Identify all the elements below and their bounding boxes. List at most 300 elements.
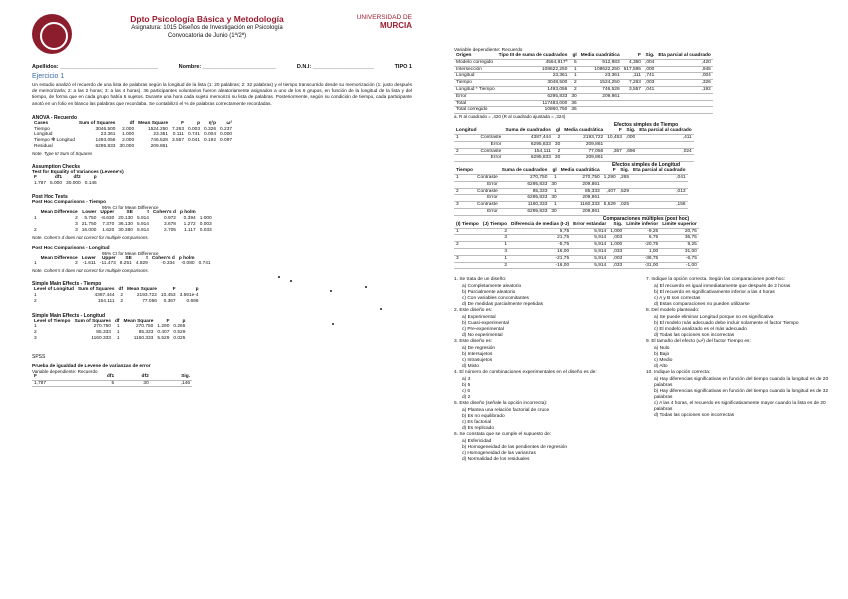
table-cell: 1 [481, 242, 509, 249]
table-cell: 1 [34, 261, 37, 267]
table-cell [170, 144, 186, 150]
table-row [454, 262, 699, 269]
table-cell: 1 [34, 216, 37, 222]
column-header: p holm [179, 210, 196, 216]
table-cell: -11.473 [99, 261, 116, 267]
table-cell: 209,861 [559, 181, 602, 188]
table-cell: 7.263 [171, 126, 184, 132]
table-cell: Error [479, 155, 504, 162]
table-cell: 20,75 [660, 228, 699, 235]
column-header: Mean Difference [40, 210, 78, 216]
table-cell: ,003 [608, 235, 624, 242]
posthoc-tiempo-table [32, 210, 214, 233]
column-header: (J) Tiempo [482, 221, 508, 227]
column-header: Tiempo [456, 168, 473, 174]
column-header: df [129, 120, 135, 126]
answer-option[interactable]: b) Es no equilibrado [462, 414, 505, 420]
table-cell [624, 155, 637, 162]
table-cell: 1 [454, 228, 481, 235]
right-page [430, 0, 848, 599]
department-title: Dpto Psicología Básica y Metodología [130, 14, 284, 24]
table-cell [622, 107, 643, 114]
table-row [454, 235, 699, 242]
table-cell: ,003 [644, 80, 655, 86]
table-cell [186, 144, 202, 150]
column-header: Eta parcial al cuadrado [639, 128, 692, 134]
table-cell: Error [454, 93, 497, 100]
answer-option[interactable]: d) Estas comparaciones no pueden utilizarse [654, 302, 750, 308]
answer-option[interactable]: c) A y B son correctas [654, 296, 701, 302]
spss-levene-table [32, 374, 192, 388]
answer-option[interactable]: b) Homogeneidad de las pendientes de regresión [462, 445, 568, 451]
table-cell: Contraste [476, 202, 498, 208]
table-cell: 2 [34, 330, 37, 336]
table-cell [602, 181, 618, 188]
table-cell: Longitud [454, 73, 497, 80]
answer-option[interactable]: b) 5 [462, 383, 471, 389]
table-cell [622, 93, 643, 100]
answer-option[interactable]: d) Todas las opciones son incorrectas [654, 333, 735, 339]
column-header: Eta parcial al cuadrado [633, 168, 686, 174]
table-cell: 209,861 [562, 155, 605, 162]
table-cell: 5.914 [136, 227, 149, 233]
table-cell: -21,75 [509, 255, 571, 262]
column-header: Cohen's d [151, 255, 175, 261]
table-cell [579, 107, 622, 114]
column-header: p holm [178, 255, 195, 261]
table-cell: 209.861 [150, 144, 168, 149]
table-cell: ,156 [631, 202, 688, 209]
column-header: p [182, 318, 186, 324]
table-cell: Residual [34, 144, 53, 149]
table-cell: 209,861 [579, 93, 622, 100]
column-header: Eta parcial al cuadrado [658, 53, 711, 58]
column-header: gl [569, 53, 578, 59]
answer-option[interactable]: a) De regresión [462, 346, 496, 352]
table-cell: ,033 [608, 262, 624, 269]
spss-levene-title: Prueba de igualdad de Levene de varianzas de error [32, 363, 151, 369]
exercise-text: Un estudio analizó el recuerdo de una lista de palabras según la longitud de la lista (1: 20 palabras; 2: 32 palabras) y el tiempo transcurrido desde su memorización (1: justo después de memorizarla; 2: a las 2 horas; 3: a las 4 horas). 36 participantes voluntarios fueron aleatoriamente asignados a uno de los 6 grupos, en función de la longitud de la lista y del tiempo, de forma que en cada grupo había 6 sujetos. Durante una hora cada sujeto memorizó su lista de palabras. Posteriormente, según su condición de tiempo, cada participante anotó en un folio en blanco las palabras que recordaba. Se contabilizó el % de palabras correctamente recordadas. [32, 82, 412, 106]
table-cell: 2 [75, 261, 78, 267]
question-text: 6. Se constata que se cumple el supuesto de: [454, 432, 552, 438]
table-cell: 20.130 [118, 216, 133, 222]
table-cell: 1 [34, 292, 37, 298]
column-header: Media cuadrática [580, 53, 620, 58]
table-cell: 0.004 [204, 132, 217, 138]
answer-option[interactable]: d) 2 [462, 395, 471, 401]
surnames-field[interactable]: Apellidos: ________________________________ [32, 64, 158, 70]
multiple-comparisons-table [454, 222, 699, 270]
column-header: F [602, 168, 618, 174]
answer-option[interactable]: c) Pre-experimental [462, 327, 504, 333]
answer-option[interactable]: a) Esfericidad [462, 439, 492, 445]
column-header: p [195, 287, 199, 293]
table-cell: ,326 [656, 80, 713, 87]
table-cell: 85.333 [96, 330, 111, 336]
table-cell [454, 248, 481, 255]
table-cell: 1 [569, 73, 578, 80]
table-cell: 2193,722 [562, 134, 605, 141]
column-header: Sig. [618, 168, 631, 174]
answer-option[interactable]: c) A las 4 horas, el recuerdo es significativamente mayor cuando la lista es de 20 palabras [654, 401, 826, 413]
answer-option[interactable]: c) Homogeneidad de las varianzas [462, 451, 536, 457]
column-header: F [181, 120, 184, 126]
table-cell: 2 [120, 292, 124, 298]
table-cell: 16,00 [509, 248, 571, 255]
answer-option[interactable]: a) Completamente aleatorio [462, 284, 522, 290]
table-cell: 3 [454, 202, 475, 209]
column-header: Sig. [608, 222, 624, 228]
table-cell: 5,914 [571, 228, 608, 235]
column-header: SE [125, 255, 132, 261]
answer-option[interactable]: d) No experimental [462, 333, 503, 339]
sme-tiempo-title: Simple Main Effects - Tiempo [32, 281, 102, 288]
table-cell: 10860,750 [497, 107, 570, 114]
column-header: Level of Longitud [34, 287, 74, 293]
table-cell: 0.025 [173, 335, 186, 341]
table-cell: 5,914 [571, 242, 608, 249]
table-cell: 1 [549, 202, 558, 209]
question-text: 3. Este diseño es: [454, 339, 493, 345]
table-cell: Contraste [476, 174, 498, 180]
answer-option[interactable]: d) De medidas parcialmente repetidas [462, 302, 544, 308]
column-header: Sum of Squares [77, 287, 115, 293]
answer-option[interactable]: b) Intersujetos [462, 352, 493, 358]
table-cell: 30 [554, 155, 561, 161]
column-header: Tipo III de suma de cuadrados [498, 53, 568, 58]
table-cell: 3 [75, 227, 78, 233]
table-cell: 2 [553, 148, 562, 155]
table-cell: 5,914 [571, 248, 608, 255]
table-cell: 2 [569, 80, 578, 87]
table-cell: 270,750 [559, 174, 602, 181]
table-cell: 6295,833 [500, 181, 550, 188]
table-cell: ,265 [619, 174, 630, 180]
answer-option[interactable]: d) Es replicado [462, 426, 494, 432]
table-cell: 108622,250 [579, 66, 622, 73]
column-header: Media cuadrática [564, 128, 604, 134]
table-cell: 1,787 [32, 380, 82, 387]
table-cell: -31,00 [624, 262, 660, 269]
table-cell: 3 [481, 248, 509, 255]
table-cell [218, 144, 234, 150]
table-cell [631, 208, 688, 215]
table-cell: 6295,833 [500, 208, 550, 215]
column-header: Cases [34, 120, 49, 126]
table-cell: 0.097 [220, 138, 233, 144]
column-header: Upper [100, 210, 115, 216]
column-header: F [172, 287, 176, 293]
table-row [454, 134, 694, 141]
column-header: Diferencia de medias (I-J) [511, 221, 570, 227]
table-cell: 0.041 [188, 138, 201, 144]
table-cell [454, 155, 479, 162]
column-header: Origen [454, 53, 497, 59]
table-cell: 2.000 [122, 126, 135, 132]
answer-option[interactable]: a) Experimental [462, 315, 496, 321]
table-cell [624, 141, 637, 148]
table-cell: 16.000 [81, 227, 97, 233]
table-cell [631, 195, 688, 202]
table-cell [631, 181, 688, 188]
table-cell: 0.972 [163, 216, 176, 222]
table-cell: 209,861 [559, 208, 602, 215]
table-cell: 3.678 [163, 221, 176, 227]
table-cell: 9,25 [660, 242, 699, 249]
table-cell: 4564,917ª [497, 59, 570, 66]
table-cell: 517,595 [623, 66, 641, 72]
column-header: F [32, 374, 82, 380]
posthoc-longitud-table [32, 256, 213, 268]
table-cell: Longitud * Tiempo [456, 86, 495, 92]
table-cell [202, 144, 218, 150]
answer-option[interactable]: d) Todas las opciones son incorrectas [654, 413, 735, 419]
answer-option[interactable]: c) Medio [654, 358, 673, 364]
table-cell: 746.528 [150, 138, 168, 144]
table-cell: 0.696 [186, 298, 199, 304]
table-cell: 23.361 [153, 132, 168, 138]
table-cell: Longitud [34, 132, 53, 138]
table-cell: 0.394 [183, 216, 196, 222]
table-row [32, 336, 187, 342]
table-cell: ,367 [605, 148, 624, 155]
table-cell: 1 [481, 255, 509, 262]
table-cell: 0.265 [173, 324, 186, 330]
column-header: Suma de cuadrados [501, 168, 548, 174]
table-cell: 1 [34, 324, 37, 330]
dni-field[interactable]: D.N.I: ____________________ [296, 64, 374, 70]
table-row [454, 208, 688, 215]
table-row [454, 248, 699, 255]
spss-anova-note: a. R al cuadrado = ,420 (R al cuadrado ajustada = ,324) [454, 114, 566, 120]
table-cell: 1160.333 [91, 335, 111, 341]
subject: Asignatura: 1015 Diseños de Investigación en Psicología [131, 25, 283, 31]
table-cell: Tiempo [454, 80, 497, 87]
column-header: p [93, 174, 97, 180]
table-row [454, 73, 713, 80]
table-cell [454, 195, 475, 202]
table-cell: Error [475, 181, 500, 188]
column-header: Suma de cuadrados [505, 128, 551, 134]
table-cell: ,945 [656, 66, 713, 73]
sme-tiempo-table [32, 287, 201, 304]
posthoc-longitud-note: Note. Cohen's d does not correct for multiple comparisons. [32, 268, 149, 274]
table-cell: ,041 [631, 174, 688, 181]
column-header: Mean Square [127, 287, 157, 293]
table-cell: 108622,250 [497, 66, 570, 73]
table-cell: 0.741 [188, 132, 201, 138]
university-seal-icon [32, 14, 72, 54]
answer-option[interactable]: c) Con variables concomitantes [462, 296, 529, 302]
column-header: Error estándar [573, 221, 607, 227]
column-header: Sum of Squares [74, 318, 111, 324]
table-cell: 5 [569, 59, 578, 66]
table-cell: -9,25 [624, 228, 660, 235]
table-cell: 21,75 [509, 235, 571, 242]
table-cell: ,041 [644, 86, 655, 92]
table-row [454, 100, 713, 107]
posthoc-title: Post Hoc Tests [32, 194, 68, 201]
table-row [454, 66, 713, 73]
table-cell: 0.000 [220, 132, 233, 138]
simple-longitud-table [454, 168, 688, 216]
table-cell: 2 [34, 227, 37, 233]
table-cell: 30 [551, 181, 557, 187]
column-header: F [166, 318, 170, 324]
spss-anova-table [454, 53, 713, 114]
answer-option[interactable]: c) El modelo analizado es el más adecuado [654, 327, 747, 333]
answer-option[interactable]: b) Hay diferencias significativas en función del tiempo cuando la longitud es de 32 palabras [654, 389, 829, 401]
answer-option[interactable]: d) Normalidad de los residuales [462, 457, 530, 463]
table-cell: 0.326 [204, 126, 217, 132]
table-row [454, 255, 699, 262]
table-cell [618, 208, 631, 215]
column-header: p [197, 120, 201, 126]
table-cell: 270.750 [136, 324, 154, 330]
table-cell: 30 [554, 141, 561, 147]
answer-option[interactable]: c) 6 [462, 389, 470, 395]
column-header: Mean Square [138, 120, 168, 126]
table-cell [579, 100, 622, 107]
table-row [454, 148, 694, 155]
table-cell [454, 181, 475, 188]
table-cell: 2.705 [163, 227, 176, 233]
table-cell: 1.117 [184, 227, 196, 233]
answer-option[interactable]: a) Plantea una relación factorial de cruce [462, 408, 550, 414]
table-cell [618, 181, 631, 188]
table-cell: 7.370 [102, 221, 115, 227]
spss-levene-dv: Variable dependiente: Recuerdo [32, 368, 98, 374]
table-cell [643, 100, 656, 107]
column-header: F [622, 53, 643, 59]
anova-note: Note. Type III Sum of Squares [32, 150, 93, 156]
header [32, 14, 412, 54]
university-logo: UNIVERSIDAD DE MURCIA [356, 14, 412, 30]
table-cell: ,033 [608, 248, 624, 255]
answer-option[interactable]: c) Es factorial [462, 420, 492, 426]
column-header: t [147, 210, 149, 216]
table-cell: -8.630 [100, 216, 115, 222]
table-cell [622, 100, 643, 107]
anova-table [32, 121, 234, 150]
spss-label: SPSS [32, 353, 46, 360]
column-header: Lower [82, 210, 97, 216]
table-cell: -20,75 [624, 242, 660, 249]
table-cell: 1160,333 [500, 202, 550, 209]
table-cell: Modelo corregido [454, 59, 497, 66]
table-cell: 1 [116, 330, 120, 336]
table-cell: 5.000 [50, 180, 63, 186]
answer-option[interactable]: b) El recuerdo es significativamente inferior a las 4 horas [654, 290, 775, 296]
name-field[interactable]: Nombre: ________________________ [178, 64, 277, 70]
table-cell: 1493.056 [95, 138, 116, 144]
table-cell: 7,263 [622, 80, 643, 87]
column-header: gl [553, 128, 562, 134]
table-cell: 1.290 [157, 324, 170, 330]
posthoc-longitud-subtitle: Post Hoc Comparisons - Longitud [32, 245, 110, 251]
table-cell: 4387,444 [503, 134, 553, 141]
table-cell: 3 [481, 235, 509, 242]
table-cell: 3,557 [622, 86, 643, 93]
table-cell: 6295.833 [95, 144, 116, 149]
table-cell: Total [454, 100, 497, 107]
column-header: t [146, 255, 148, 261]
table-row [32, 181, 99, 187]
table-cell: 5,914 [571, 262, 608, 269]
table-cell: 1.272 [183, 221, 196, 227]
table-cell: 1 [116, 335, 120, 341]
table-cell: 1524.250 [147, 126, 168, 132]
table-cell [605, 155, 624, 162]
table-row [454, 93, 713, 100]
answer-option[interactable]: a) Se puede eliminar Longitud porque no es significativa [654, 315, 774, 321]
table-cell: ,529 [619, 188, 630, 194]
answer-option[interactable]: b) Cuasi-experimental [462, 321, 509, 327]
table-cell: 270,750 [500, 174, 550, 181]
anova-title: ANOVA - Recuerdo [32, 114, 78, 121]
table-cell: 1,000 [610, 242, 623, 248]
table-cell: ,741 [644, 73, 655, 79]
table-cell: -1.611 [82, 261, 96, 267]
table-cell: ,407 [602, 188, 618, 195]
answer-option[interactable]: a) Hay diferencias significativas en función del tiempo cuando la longitud es de 20 palabras [654, 377, 829, 389]
table-cell: 85,333 [500, 188, 550, 195]
table-row [454, 242, 699, 249]
answer-option[interactable]: b) Bajo [654, 352, 670, 358]
table-cell: 154.111 [97, 298, 115, 304]
answer-option[interactable]: a) El recuerdo es igual inmediatamente que después de 2 horas [654, 284, 791, 290]
answer-option[interactable]: a) Nulo [654, 346, 670, 352]
table-row [454, 107, 713, 114]
table-cell: 30.380 [118, 227, 133, 233]
table-cell [637, 141, 694, 148]
column-header: (I) Tiempo [456, 221, 479, 227]
student-line [32, 64, 412, 70]
table-cell: 1524,250 [579, 80, 622, 87]
table-cell: 5,914 [571, 235, 608, 242]
answer-option[interactable]: a) 3 [462, 377, 471, 383]
table-cell: -16,00 [509, 262, 571, 269]
table-cell: 1.620 [102, 227, 115, 233]
answer-option[interactable]: b) Parcialmente aleatorio [462, 290, 516, 296]
exam-call: Convocatoria de Junio (1ª/2ª) [167, 33, 247, 39]
table-cell: 1.000 [122, 132, 135, 138]
column-header: df [118, 287, 124, 293]
table-cell: ,024 [637, 148, 694, 155]
table-cell: -5,75 [509, 242, 571, 249]
table-cell: ,025 [619, 202, 630, 208]
table-cell: ,000 [644, 66, 655, 72]
table-header-row [454, 222, 699, 228]
questions [454, 277, 838, 463]
table-cell: 5 [82, 380, 117, 387]
answer-option[interactable]: c) Intrasujetos [462, 358, 493, 364]
table-row [454, 228, 699, 235]
table-cell: 0.529 [173, 330, 186, 336]
answer-option[interactable]: d) Mixto [462, 364, 480, 370]
table-cell: -0.080 [180, 261, 195, 267]
table-cell: 209,861 [559, 195, 602, 202]
column-header: Sig. [643, 53, 656, 59]
plot-dot [278, 276, 280, 278]
table-cell: 30.000 [119, 144, 135, 149]
answer-option[interactable]: b) El modelo más adecuado debe incluir solamente el factor Tiempo [654, 321, 799, 327]
answer-option[interactable]: d) Alto [654, 364, 668, 370]
table-cell: ,192 [656, 86, 713, 93]
table-row [454, 188, 688, 195]
table-cell: 23,361 [579, 73, 622, 80]
table-cell: 5.914 [136, 221, 149, 227]
